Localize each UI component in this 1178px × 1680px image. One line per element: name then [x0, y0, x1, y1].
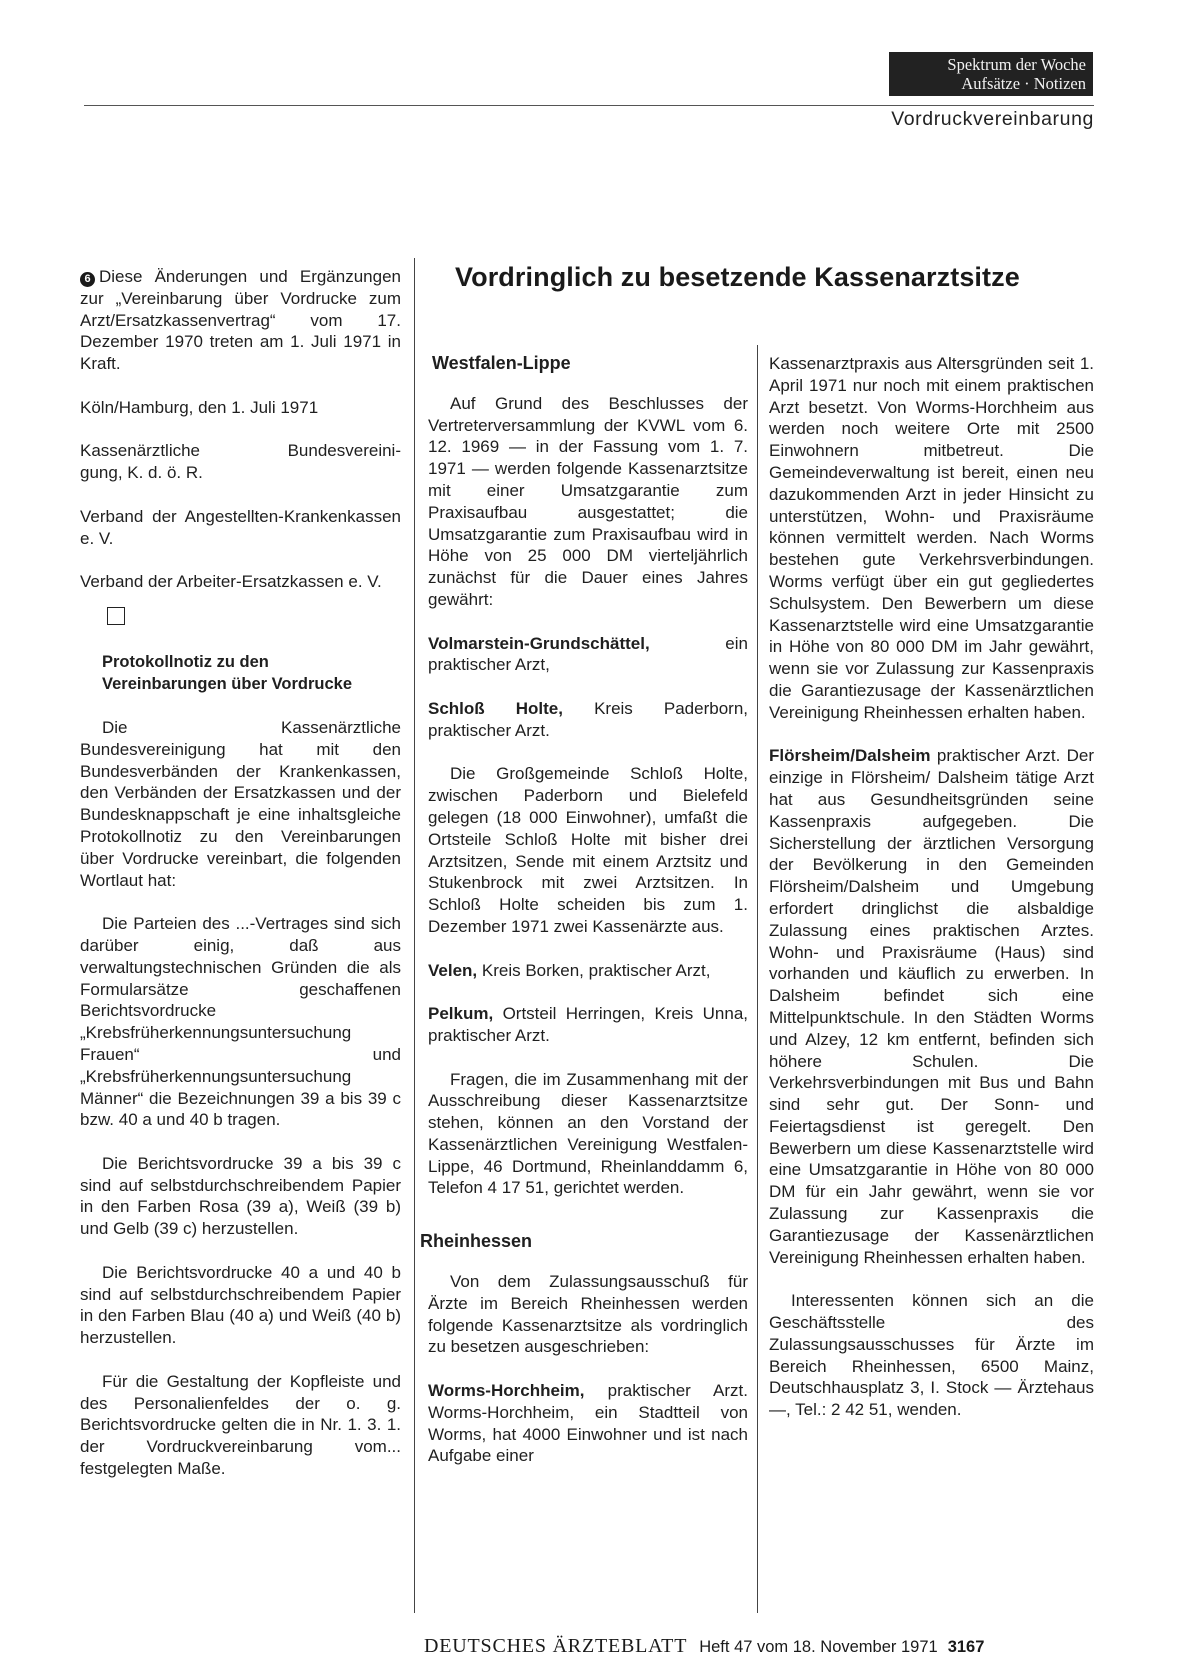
left-paragraph-date: Köln/Hamburg, den 1. Juli 1971: [80, 397, 319, 417]
rh-paragraph-1: Von dem Zulassungsausschuß für Ärzte im Bereich Rheinhessen werden folgende Kassenarztsitze als vordringlich zu besetzen ausgeschrieben:: [428, 1272, 748, 1357]
end-of-article-square: [107, 607, 125, 625]
right-column: [769, 353, 1094, 1421]
left-paragraph-1: [80, 266, 401, 375]
issue-info: Heft 47 vom 18. November 1971: [699, 1638, 938, 1656]
heading-westfalen-lippe: Westfalen-Lippe: [432, 353, 571, 373]
wl-paragraph-2: Die Großgemeinde Schloß Holte, zwischen Paderborn und Bielefeld gelegen (18 000 Einwohner), umfaßt die Ortsteile Schloß Holte mit bisher drei Arztsitzen, Sende mit einem Arztsitz und Stukenbrock mit zwei Arztsitzen. In Schloß Holte scheiden bis zum 1. Dezember 1971 zwei Kassenärzte aus.: [428, 764, 748, 936]
left-paragraph-7: Die Parteien des ...-Vertrages sind sich darüber einig, daß aus verwaltungstechnischen Gründen die als Formularsätze geschaffenen Berichtsvordrucke „Krebsfrüherkennungsuntersuchung Frauen“ und „Krebsfrüherkennungsuntersuchung Männer“ die Bezeichnungen 39 a bis 39 c bzw. 40 a und 40 b tragen.: [80, 914, 401, 1130]
left-paragraph-9: Die Berichtsvordrucke 40 a und 40 b sind auf selbstdurchschreibendem Papier in den Farben Blau (40 a) und Weiß (40 b) herzustellen.: [80, 1262, 401, 1348]
section-badge-line-2: Aufsätze · Notizen: [961, 74, 1086, 93]
signatory-kbv-part-3: gung, K. d. ö. R.: [80, 463, 203, 483]
entry-volmarstein: Volmarstein-Grundschättel, ein praktischer Arzt,: [428, 633, 748, 675]
wl-paragraph-1: Auf Grund des Beschlusses der Vertreterversammlung der KVWL vom 6. 12. 1969 — in der Fassung vom 1. 7. 1971 — werden folgende Kassenarztsitze mit einer Umsatzgarantie zum Praxisaufbau ausgestattet; die Umsatzgarantie zum Praxisaufbau wird in Höhe von 25 000 DM vierteljährlich zunächst für die Dauer eines Jahres gewährt:: [428, 393, 748, 609]
entry-pelkum-name: Pelkum,: [428, 1004, 494, 1024]
entry-volmarstein-name: Volmarstein-Grundschättel,: [428, 633, 650, 653]
entry-velen-name: Velen,: [428, 960, 478, 980]
journal-name: DEUTSCHES ÄRZTEBLATT: [424, 1635, 688, 1657]
left-column: [80, 266, 401, 1480]
entry-pelkum: Pelkum, Ortsteil Herringen, Kreis Unna, praktischer Arzt.: [428, 1004, 748, 1045]
left-paragraph-6: Die Kassenärztliche Bundesvereinigung hat mit den Bundesverbänden der Krankenkassen, den Verbänden der Ersatzkassen und der Bundesknappschaft je eine inhaltsgleiche Protokollnotiz zu den Vereinbarungen über Vordrucke vereinbart, die folgenden Wortlaut hat:: [80, 717, 401, 890]
rh-paragraph-contact: Interessenten können sich an die Geschäftsstelle des Zulassungsausschusses für Ärzte im Bereich Rheinhessen, 6500 Mainz, Deutschhausplatz 3, I. Stock — Ärztehaus —, Tel.: 2 42 51, wenden.: [769, 1291, 1094, 1420]
entry-floersheim-name: Flörsheim/Dalsheim: [769, 746, 931, 766]
middle-column: [420, 353, 748, 1467]
number-bullet: 6: [80, 272, 95, 287]
entry-schloss-holte-name: Schloß Holte,: [428, 698, 563, 718]
header-rule: [84, 105, 1094, 106]
heading-rheinhessen: Rheinhessen: [420, 1231, 533, 1252]
entry-worms-horchheim: Worms-Horchheim, praktischer Arzt. Worms-Horchheim, ein Stadtteil von Worms, hat 4000 Einwohner und ist nach Aufgabe einer: [428, 1381, 748, 1466]
left-paragraph-8: Die Berichtsvordrucke 39 a bis 39 c sind auf selbstdurchschreibendem Papier in den Farben Rosa (39 a), Weiß (39 b) und Gelb (39 c) herzustellen.: [80, 1153, 401, 1239]
column-rule-left: [414, 258, 415, 1613]
page-footer: [424, 1635, 984, 1658]
article-title: Vordringlich zu besetzende Kassenarztsitze: [455, 262, 1020, 292]
signatory-vdak: Verband der Angestellten-Krankenkassen e. V.: [80, 506, 401, 548]
section-badge: [889, 52, 1093, 96]
section-title: Vordruckvereinbarung: [891, 108, 1094, 130]
wl-paragraph-3: Fragen, die im Zusammenhang mit der Ausschreibung dieser Kassenarztsitze stehen, können an den Vorstand der Kassenärztlichen Vereinigung Westfalen-Lippe, 46 Dortmund, Rheinlanddamm 6, Telefon 4 17 51, gerichtet werden.: [428, 1069, 748, 1198]
entry-floersheim: Flörsheim/Dalsheim praktischer Arzt. Der einzige in Flörsheim/ Dalsheim tätige Arzt hat aus Gesundheitsgründen seine Kassenpraxis aufgegeben. Die Sicherstellung der ärztlichen Versorgung der Bevölkerung in den Gemeinden Flörsheim/Dalsheim und Umgebung erfordert dringlichst die alsbaldige Zulassung eines praktischen Arztes. Wohn- und Praxisräume (Haus) sind vorhanden und käuflich zu erwerben. In Dalsheim befindet sich eine Mittelpunktschule. In den Städten Worms und Alzey, 12 km entfernt, befinden sich höhere Schulen. Die Verkehrsverbindungen mit Bus und Bahn sind sehr gut. Der Sonn- und Feiertagsdienst ist geregelt. Den Bewerbern um diese Kassenarztstelle wird eine Umsatzgarantie in Höhe von 80 000 DM für ein Jahr gewährt, wenn sie vor Zulassung zur Kassenpraxis die Garantiezusage der Kassenärztlichen Vereinigung Rheinhessen erhalten haben.: [769, 746, 1094, 1267]
entry-schloss-holte: Schloß Holte, Kreis Paderborn, praktischer Arzt.: [428, 698, 748, 740]
left-paragraph-1-text: Diese Änderungen und Ergänzungen zur „Vereinbarung über Vordrucke zum Arzt/Ersatzkassenvertrag“ vom 17. Dezember 1970 treten am 1. Juli 1971 in Kraft.: [80, 267, 401, 374]
section-badge-line-1: Spektrum der Woche: [947, 55, 1086, 74]
entry-worms-horchheim-name: Worms-Horchheim,: [428, 1381, 585, 1401]
protocol-note-title: Protokollnotiz zu den Vereinbarungen über Vordrucke: [102, 652, 353, 693]
entry-velen: Velen, Kreis Borken, praktischer Arzt,: [428, 960, 711, 980]
page-number: 3167: [947, 1638, 985, 1656]
rh-paragraph-worms-cont: Kassenarztpraxis aus Altersgründen seit 1. April 1971 nur noch mit einem praktischen Arzt besetzt. Von Worms-Horchheim aus werden noch weitere Orte mit 2500 Einwohnern mitbetreut. Die Gemeindeverwaltung ist bereit, einen neu dazukommenden Arzt in jeder Hinsicht zu unterstützen, Wohn- und Praxisräume können vermittelt werden. Nach Worms bestehen gute Verkehrsverbindungen. Worms verfügt über ein gut gegliedertes Schulsystem. Den Bewerbern um diese Kassenarztstelle wird eine Umsatzgarantie in Höhe von 80 000 DM im Jahr gewährt, wenn sie vor Zulassung zur Kassenpraxis die Garantiezusage der Kassenärztlichen Vereinigung Rheinhessen erhalten haben.: [769, 354, 1094, 722]
left-paragraph-10: Für die Gestaltung der Kopfleiste und des Personalienfeldes der o. g. Berichtsvordrucke gelten die in Nr. 1. 3. 1. der Vordruckvereinbarung vom... festgelegten Maße.: [80, 1371, 401, 1479]
signatory-kbv: [80, 440, 401, 484]
signatory-aev: Verband der Arbeiter-Ersatzkassen e. V.: [80, 572, 382, 592]
signatory-kbv-part-2: Bundesvereini-: [287, 441, 401, 461]
signatory-kbv-part-1: Kassenärztliche: [80, 441, 201, 461]
column-rule-right: [757, 345, 758, 1613]
